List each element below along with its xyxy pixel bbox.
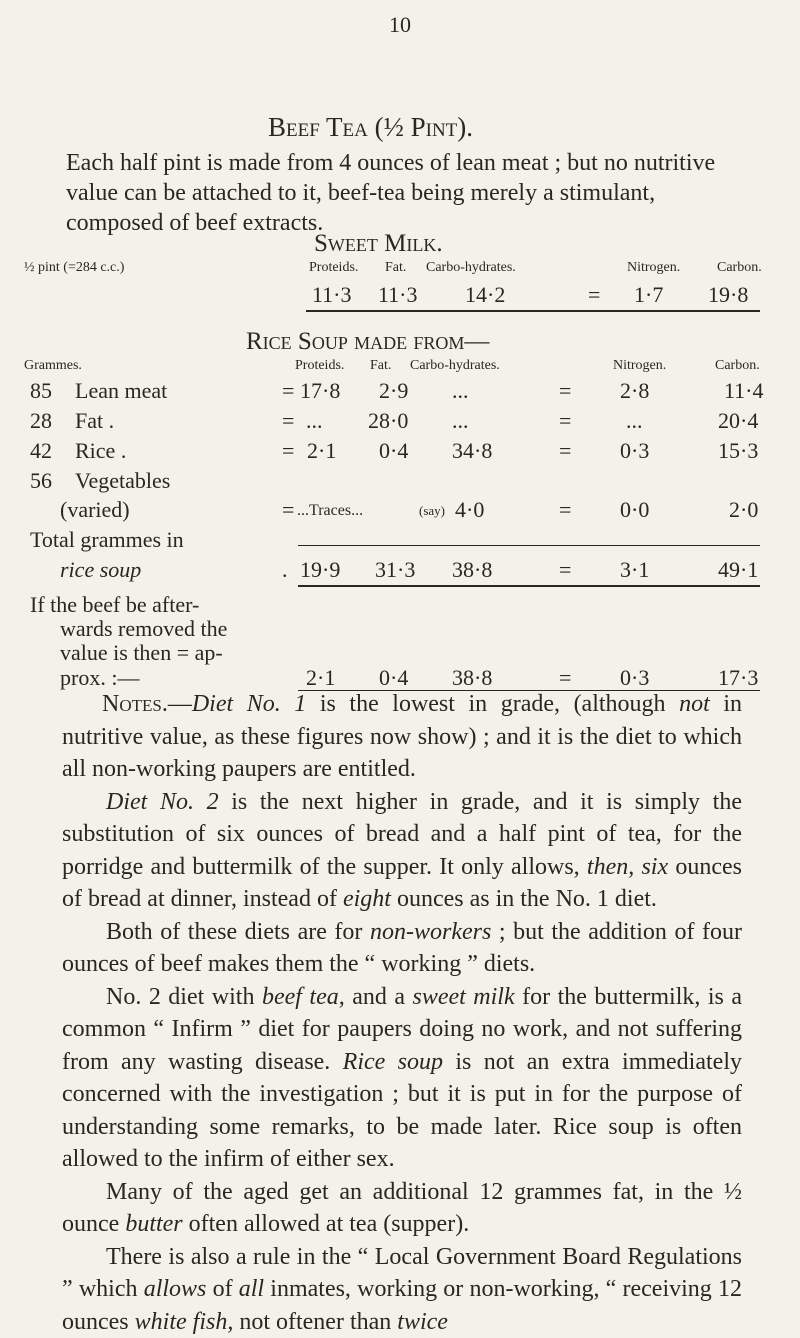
- rice-col-proteids: Proteids.: [295, 358, 344, 374]
- notes-paragraph-1: Notes.—Diet No. 1 is the lowest in grade, (although not in nutritive value, as these figures now show) ; and it is the diet to which all non-working paupers are entitled.: [62, 688, 742, 786]
- notes-paragraph-4: No. 2 diet with beef tea, and a sweet milk for the buttermilk, is a common “ Infirm ” diet for paupers doing no work, and not suffering from any wasting disease. Rice soup is not an extra immediately concerned with the investigation ; but it is put in for the purpose of understanding some remarks, to be made later. Rice soup is often allowed to the infirm of either sex.: [62, 981, 742, 1176]
- beef-tea-heading: Beef Tea (½ Pint).: [268, 112, 473, 143]
- col-header-nitrogen: Nitrogen.: [627, 260, 680, 276]
- sweet-milk-proteids: 11·3: [312, 282, 352, 308]
- total-rule-bottom: [298, 585, 760, 587]
- rice-col-carbohydrates: Carbo-hydrates.: [410, 358, 500, 374]
- col-header-carbon: Carbon.: [717, 260, 762, 276]
- sweet-milk-carbohydrates: 14·2: [465, 282, 505, 308]
- sweet-milk-equals: =: [588, 282, 600, 308]
- rice-col-nitrogen: Nitrogen.: [613, 358, 666, 374]
- grammes-label: Grammes.: [24, 358, 82, 374]
- rice-col-carbon: Carbon.: [715, 358, 760, 374]
- page-number: 10: [389, 12, 411, 38]
- col-header-proteids: Proteids.: [309, 260, 358, 276]
- sweet-milk-fat: 11·3: [378, 282, 418, 308]
- rice-col-fat: Fat.: [370, 358, 391, 374]
- beef-tea-paragraph: Each half pint is made from 4 ounces of lean meat ; but no nutritive value can be attached to it, beef-tea being merely a stimulant, composed of beef extracts.: [66, 148, 742, 238]
- total-label: Total grammes in: [30, 527, 184, 553]
- col-header-fat: Fat.: [385, 260, 406, 276]
- sweet-milk-rule: [306, 310, 760, 312]
- rice-soup-heading: Rice Soup made from—: [246, 328, 489, 356]
- notes-paragraph-3: Both of these diets are for non-workers ; but the addition of four ounces of beef makes them the “ working ” diets.: [62, 916, 742, 981]
- total-rule-top: [298, 545, 760, 546]
- notes-paragraph-6: There is also a rule in the “ Local Government Board Regulations ” which allows of all inmates, working or non-working, “ receiving 12 ounces white fish, not oftener than twice: [62, 1241, 742, 1338]
- notes-section: [62, 688, 742, 1338]
- notes-paragraph-2: Diet No. 2 is the next higher in grade, and it is simply the substitution of six ounces of bread and a half pint of tea, for the porridge and buttermilk of the supper. It only allows, then, six ounces of bread at dinner, instead of eight ounces as in the No. 1 diet.: [62, 786, 742, 916]
- sweet-milk-nitrogen: 1·7: [634, 282, 663, 308]
- sweet-milk-carbon: 19·8: [708, 282, 748, 308]
- notes-paragraph-5: Many of the aged get an additional 12 grammes fat, in the ½ ounce butter often allowed at tea (supper).: [62, 1176, 742, 1241]
- sweet-milk-heading: Sweet Milk.: [314, 230, 443, 258]
- col-header-carbohydrates: Carbo-hydrates.: [426, 260, 516, 276]
- sweet-milk-measure: ½ pint (=284 c.c.): [24, 260, 124, 276]
